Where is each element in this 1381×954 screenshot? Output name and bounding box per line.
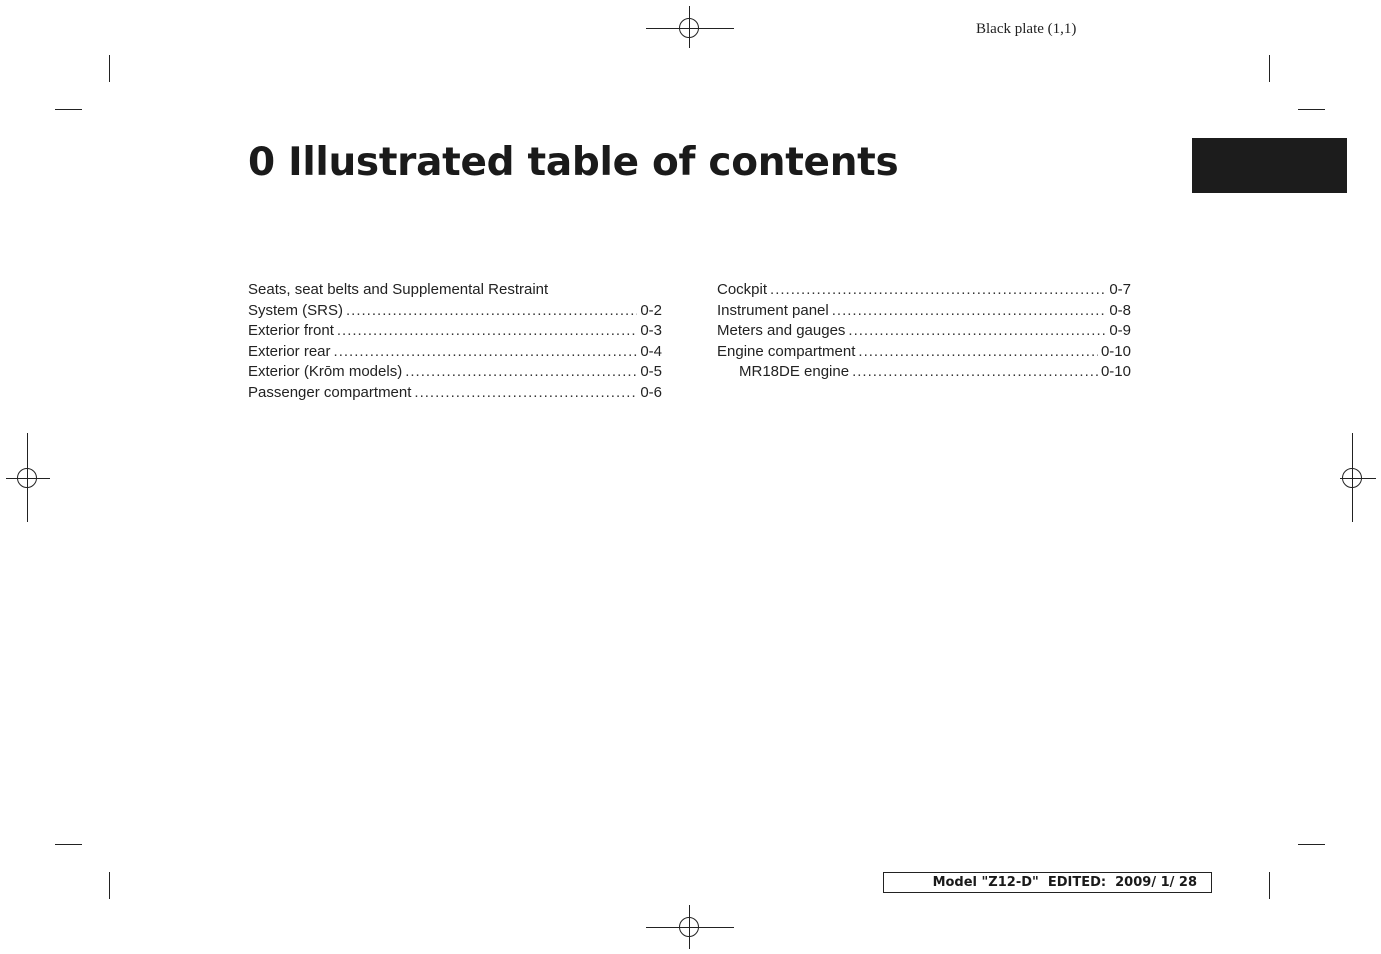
toc-dot-leader <box>346 301 637 322</box>
toc-entry-title-line: Seats, seat belts and Supplemental Restraint <box>248 281 549 298</box>
toc-dot-leader <box>414 383 637 404</box>
toc-entry-exterior-front[interactable] <box>248 321 662 342</box>
toc-entry-engine-compartment[interactable] <box>717 342 1131 363</box>
crop-mark-bottom-left-vertical <box>109 872 110 899</box>
toc-dot-leader <box>337 321 637 342</box>
model-edited-label: Model "Z12-D" EDITED: 2009/ 1/ 28 <box>883 872 1212 893</box>
toc-dot-leader <box>852 362 1098 383</box>
toc-entry-title: Exterior (Krōm models) <box>248 363 403 381</box>
toc-entry-title: Instrument panel <box>717 301 829 319</box>
crop-mark-bottom-right-horizontal <box>1298 844 1325 845</box>
toc-entry-page: 0-5 <box>640 363 662 381</box>
toc-entry-title: System (SRS) <box>248 301 344 319</box>
toc-dot-leader <box>334 342 638 363</box>
crop-mark-top-left-horizontal <box>55 109 82 110</box>
toc-entry-meters-gauges[interactable] <box>717 321 1131 342</box>
toc-dot-leader <box>848 321 1106 342</box>
toc-dot-leader <box>405 362 637 383</box>
toc-dot-leader <box>858 342 1098 363</box>
toc-entry-mr18de-engine[interactable] <box>717 362 1131 383</box>
crop-mark-top-right-vertical <box>1269 55 1270 82</box>
toc-column-right <box>717 280 1131 383</box>
section-tab-marker <box>1192 138 1347 193</box>
toc-entry-exterior-rear[interactable] <box>248 342 662 363</box>
toc-entry-page: 0-10 <box>1100 342 1131 360</box>
registration-mark-bottom-circle <box>679 917 699 937</box>
toc-entry-title: Exterior front <box>248 322 334 340</box>
registration-mark-top-circle <box>679 18 699 38</box>
toc-entry-cockpit[interactable] <box>717 280 1131 301</box>
toc-entry-title: Passenger compartment <box>248 383 412 401</box>
toc-column-left <box>248 280 662 404</box>
toc-entry-page: 0-4 <box>640 342 662 360</box>
crop-mark-top-left-vertical <box>109 55 110 82</box>
toc-entry-page: 0-8 <box>1109 301 1131 319</box>
toc-entry-title: Meters and gauges <box>717 322 846 340</box>
toc-entry-title: Exterior rear <box>248 342 331 360</box>
toc-dot-leader <box>832 301 1107 322</box>
toc-entry-page: 0-6 <box>640 383 662 401</box>
toc-entry-page: 0-3 <box>640 322 662 340</box>
toc-entry-exterior-krom[interactable] <box>248 362 662 383</box>
registration-mark-left-circle <box>17 468 37 488</box>
page-title: 0 Illustrated table of contents <box>248 140 899 185</box>
crop-mark-bottom-left-horizontal <box>55 844 82 845</box>
toc-entry-passenger-compartment[interactable] <box>248 383 662 404</box>
toc-dot-leader <box>770 280 1106 301</box>
toc-entry-srs[interactable] <box>248 280 662 321</box>
crop-mark-bottom-right-vertical <box>1269 872 1270 899</box>
toc-entry-instrument-panel[interactable] <box>717 301 1131 322</box>
toc-entry-page: 0-9 <box>1109 322 1131 340</box>
toc-entry-page: 0-7 <box>1109 281 1131 298</box>
toc-entry-page: 0-2 <box>640 301 662 319</box>
toc-entry-title: Engine compartment <box>717 342 856 360</box>
toc-entry-title: MR18DE engine <box>739 363 850 381</box>
toc-entry-page: 0-10 <box>1100 363 1131 381</box>
toc-entry-title: Cockpit <box>717 281 768 298</box>
registration-mark-right-circle <box>1342 468 1362 488</box>
plate-label: Black plate (1,1) <box>976 21 1077 37</box>
crop-mark-top-right-horizontal <box>1298 109 1325 110</box>
